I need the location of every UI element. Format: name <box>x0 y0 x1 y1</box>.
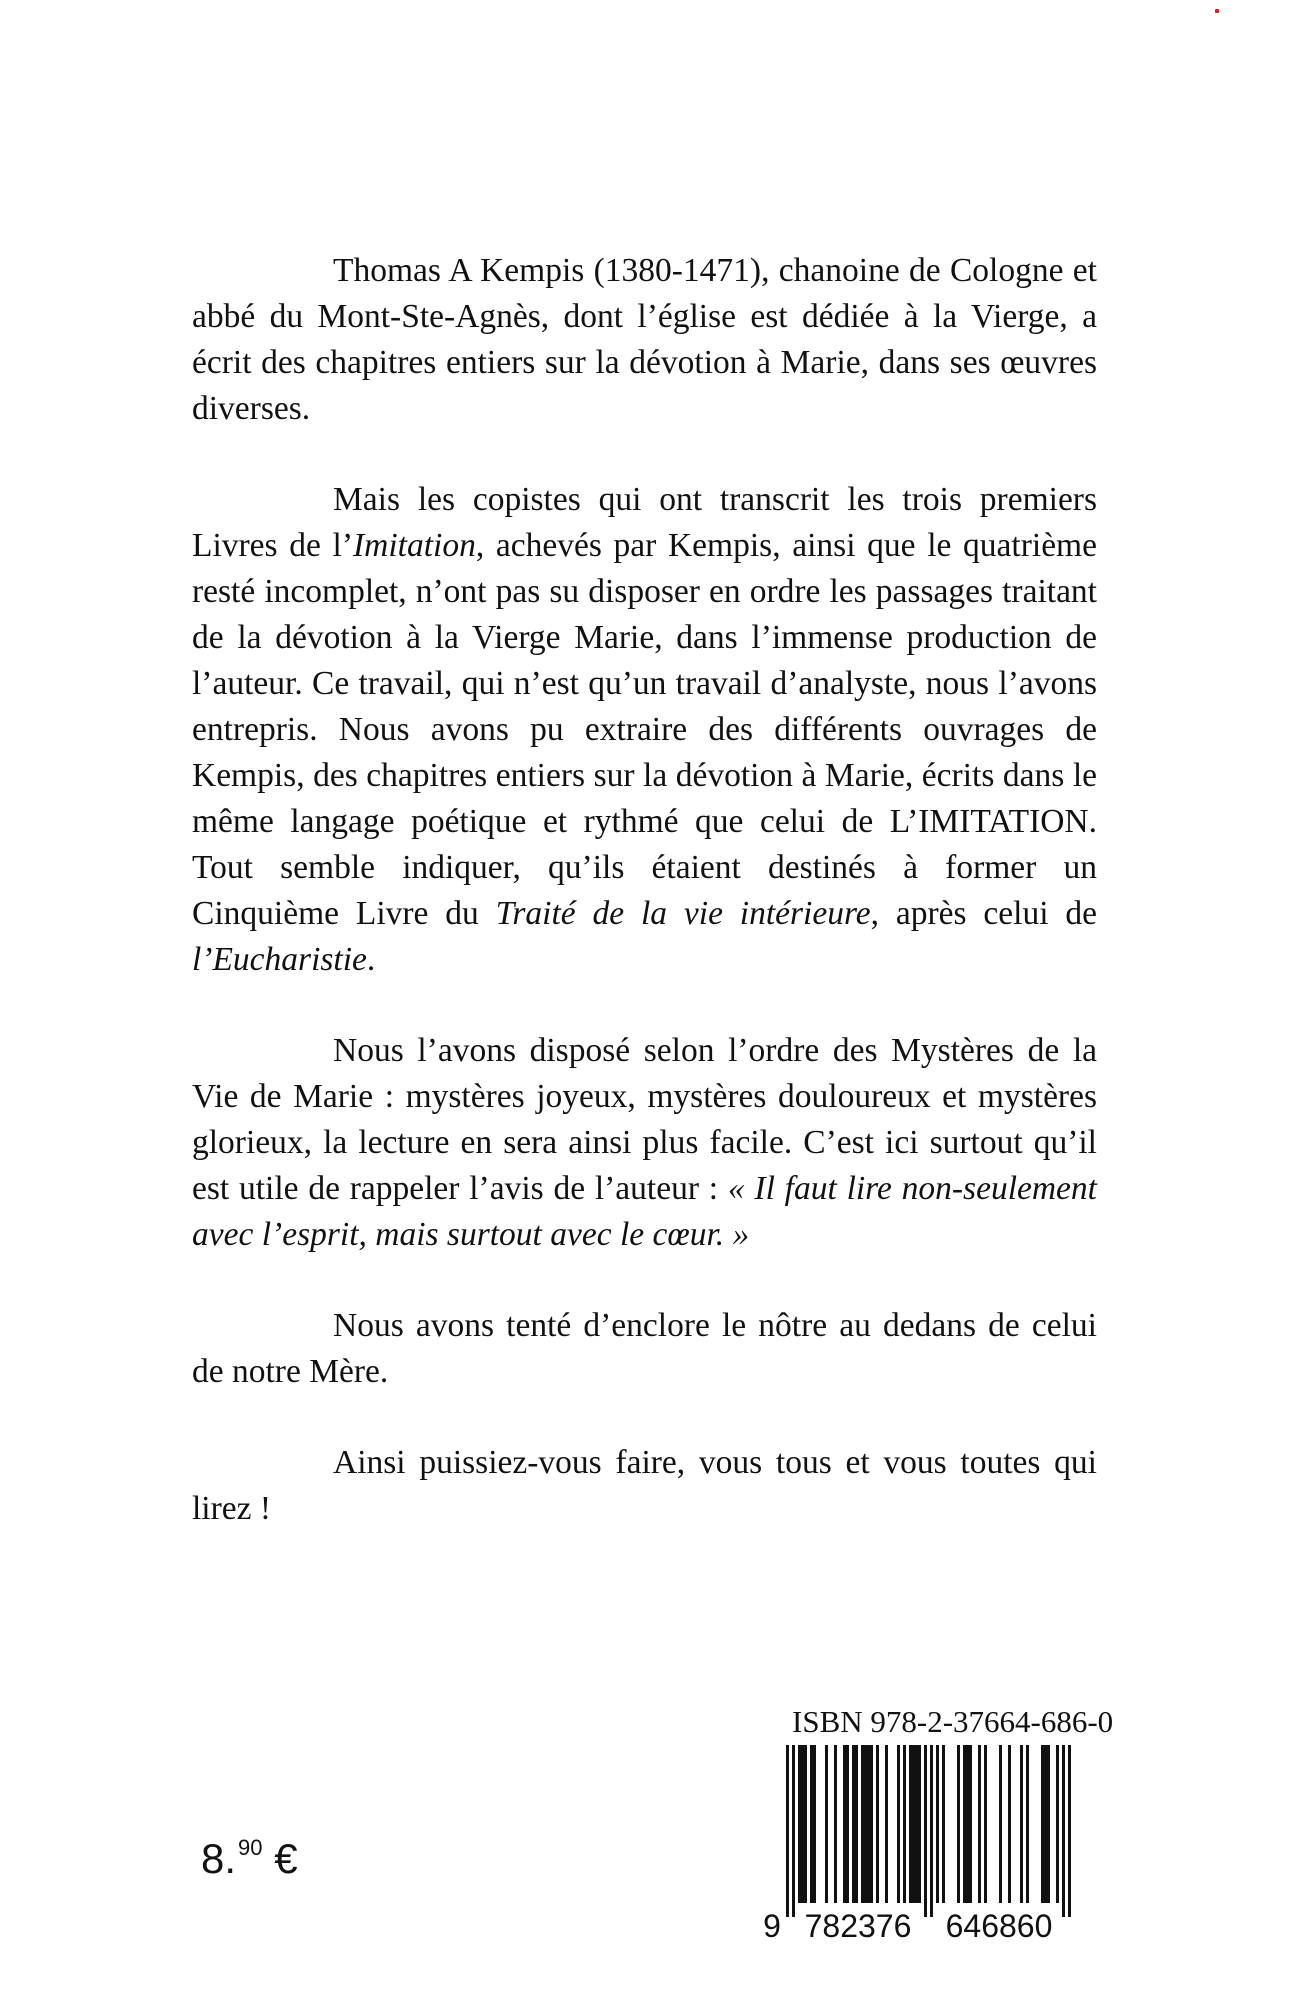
text-segment: . <box>366 941 376 978</box>
barcode-digits-right: 646860 <box>945 1908 1053 1944</box>
barcode-bar <box>813 1745 816 1903</box>
text-segment: , après celui de <box>870 895 1097 932</box>
barcode-bar <box>876 1745 879 1903</box>
price-currency: € <box>274 1835 298 1882</box>
barcode-bar <box>915 1745 918 1903</box>
price-whole: 8. <box>201 1835 237 1882</box>
barcode-bar <box>1056 1745 1059 1903</box>
barcode-bar <box>804 1745 807 1903</box>
barcode-bar <box>843 1745 846 1903</box>
barcode-bar <box>1068 1745 1071 1917</box>
isbn-barcode <box>760 1745 1100 1945</box>
barcode-bar <box>855 1745 858 1903</box>
barcode-bar <box>798 1745 801 1903</box>
barcode-bar <box>963 1745 966 1903</box>
barcode-bar <box>897 1745 900 1903</box>
italic-text: Imitation <box>353 527 476 564</box>
text-segment: Thomas A Kempis (1380-1471), chanoine de Cologne et abbé du Mont-Ste-Agnès, dont l’église est dédiée à la Vierge, a écrit des chapitres entiers sur la dévotion à Marie, dans ses œuvres diverses. <box>192 252 1097 427</box>
barcode-digit-first: 9 <box>763 1908 781 1944</box>
barcode-bar <box>909 1745 912 1903</box>
barcode-bar <box>903 1745 906 1903</box>
barcode-bar <box>1008 1745 1011 1903</box>
paragraph <box>192 1303 1097 1395</box>
barcode-bar <box>924 1745 927 1917</box>
back-cover-text <box>192 248 1097 1532</box>
paragraph <box>192 477 1097 983</box>
text-segment: Mais les copistes qui ont transcrit les trois premiers Livres de l’ <box>192 481 1097 564</box>
text-segment: Nous avons tenté d’enclore le nôtre au dedans de celui de notre Mère. <box>192 1307 1097 1390</box>
barcode-bar <box>834 1745 837 1903</box>
barcode-bar <box>885 1745 888 1903</box>
barcode-bar <box>936 1745 939 1903</box>
barcode-bar <box>852 1745 855 1903</box>
text-segment: Ainsi puissiez-vous faire, vous tous et vous toutes qui lirez ! <box>192 1444 1097 1527</box>
isbn-label: ISBN 978-2-37664-686-0 <box>792 1704 1114 1739</box>
barcode-bar <box>1041 1745 1044 1903</box>
text-segment: , achevés par Kempis, ainsi que le quatrième resté incomplet, n’ont pas su disposer en ordre les passages traitant de la dévotion à la Vierge Marie, dans l’immense production de l’auteur. Ce travail, qui n’est qu’un travail d’analyste, nous l’avons entrepris. Nous avons pu extraire des différents ouvrages de Kempis, des chapitres entiers sur la dévotion à Marie, écrits dans le même langage poétique et rythmé que celui de L’IMITATION. Tout semble indiquer, qu’ils étaient destinés à former un Cinquième Livre du <box>192 527 1097 932</box>
price-cents: 90 <box>238 1835 263 1860</box>
italic-text: « Il faut lire non-seulement avec l’esprit, mais surtout avec le cœur. » <box>192 1170 1097 1253</box>
barcode-bar <box>957 1745 960 1903</box>
barcode-bar <box>984 1745 987 1903</box>
barcode-bar <box>966 1745 969 1903</box>
barcode-bar <box>825 1745 828 1903</box>
paragraph <box>192 1440 1097 1532</box>
barcode-bar <box>1047 1745 1050 1903</box>
paragraph <box>192 248 1097 432</box>
barcode-bar <box>1044 1745 1047 1903</box>
marker-dot <box>1215 9 1219 13</box>
barcode-bar <box>942 1745 945 1903</box>
barcode-bar <box>810 1745 813 1903</box>
barcode-bar <box>864 1745 867 1903</box>
barcode-bar <box>801 1745 804 1903</box>
paragraph <box>192 1028 1097 1258</box>
barcode-bar <box>1062 1745 1065 1917</box>
barcode-bar <box>786 1745 789 1917</box>
barcode-bar <box>918 1745 921 1903</box>
barcode-bar <box>792 1745 795 1917</box>
italic-text: l’Eucharistie <box>192 941 367 978</box>
barcode-bar <box>930 1745 933 1917</box>
barcode-bar <box>912 1745 915 1903</box>
barcode-bar <box>1020 1745 1023 1903</box>
italic-text: Traité de la vie intérieure <box>495 895 871 932</box>
barcode-bar <box>999 1745 1002 1903</box>
barcode-bar <box>867 1745 870 1903</box>
barcode-bar <box>870 1745 873 1903</box>
barcode-bar <box>1026 1745 1029 1903</box>
price <box>201 1824 298 1883</box>
barcode-bar <box>861 1745 864 1903</box>
barcode-bar <box>978 1745 981 1903</box>
barcode-digits-left: 782376 <box>804 1908 912 1944</box>
barcode-bar <box>846 1745 849 1903</box>
barcode-bar <box>969 1745 972 1903</box>
text-segment: Nous l’avons disposé selon l’ordre des Mystères de la Vie de Marie : mystères joyeux, mystères douloureux et mystères glorieux, la lecture en sera ainsi plus facile. C’est ici surtout qu’il est utile de rappeler l’avis de l’auteur : <box>192 1032 1097 1207</box>
